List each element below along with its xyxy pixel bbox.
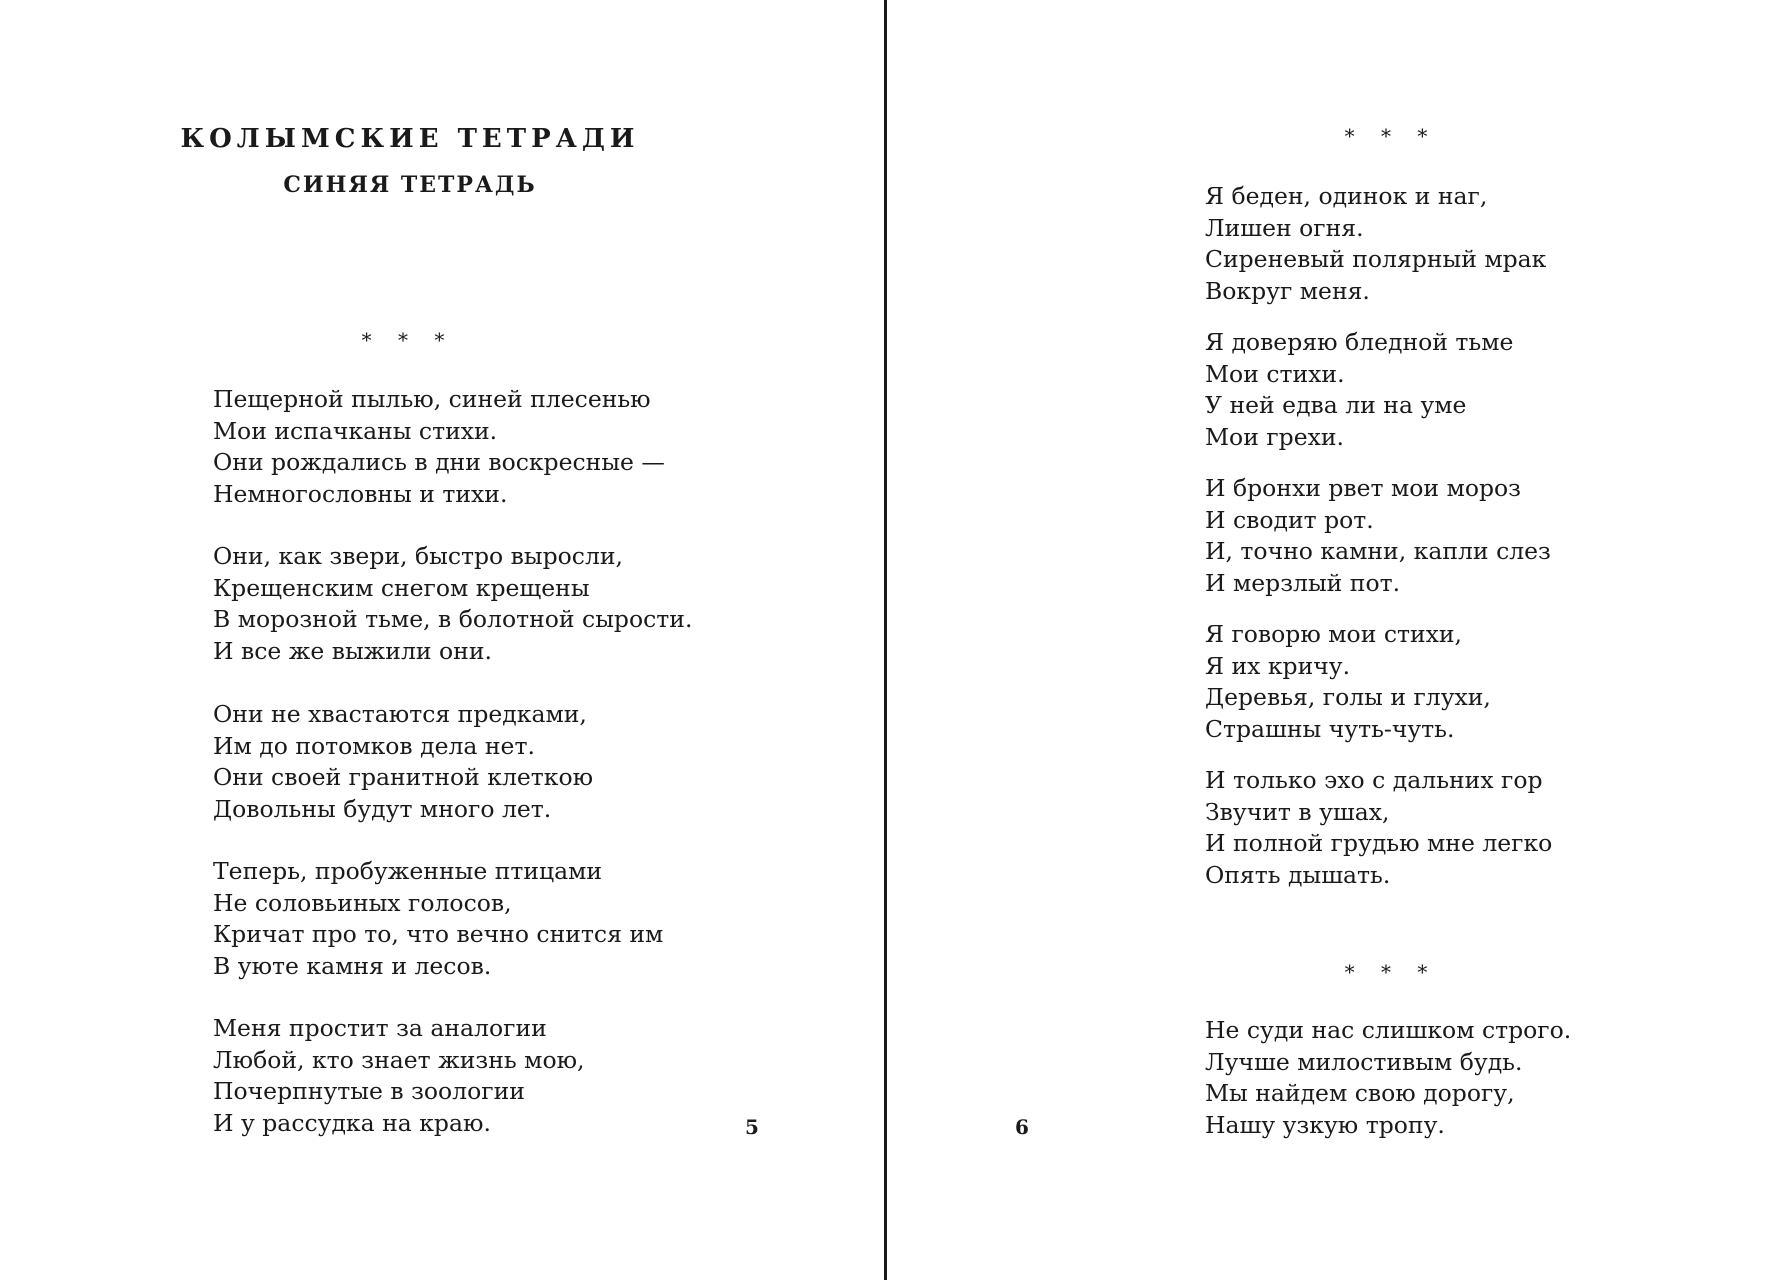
poem-line: Лишен огня. xyxy=(1205,213,1364,242)
poem-line: Не соловьиных голосов, xyxy=(213,888,512,917)
poem-line: Они, как звери, быстро выросли, xyxy=(213,542,624,570)
poem-line: И полной грудью мне легко xyxy=(1205,829,1553,857)
poem-line: И, точно камни, капли слез xyxy=(1205,537,1551,565)
stanza xyxy=(213,699,692,825)
poem-line: Мои стихи. xyxy=(1205,359,1345,388)
poem-line: Они рождались в дни воскресные — xyxy=(213,448,665,476)
poem-line: И сводит рот. xyxy=(1205,505,1374,534)
poem-line: Немногословны и тихи. xyxy=(213,479,508,508)
stanza xyxy=(1205,327,1552,453)
book-subtitle: СИНЯЯ ТЕТРАДЬ xyxy=(283,172,537,198)
stanza xyxy=(1205,765,1552,891)
stanza xyxy=(213,1013,692,1139)
stanza xyxy=(1205,1015,1571,1141)
poem-line: Им до потомков дела нет. xyxy=(213,731,535,760)
poem-separator: * * * xyxy=(1344,960,1438,984)
poem-line: Меня простит за аналогии xyxy=(213,1014,547,1042)
poem-line: И бронхи рвет мои мороз xyxy=(1205,474,1521,502)
stanza xyxy=(213,384,692,510)
poem-line: Сиреневый полярный мрак xyxy=(1205,245,1547,273)
poem-line: В морозной тьме, в болотной сырости. xyxy=(213,605,693,633)
stanza xyxy=(1205,473,1552,599)
page-number: 5 xyxy=(745,1115,759,1139)
right-page xyxy=(887,0,1768,1280)
poem-line: Нашу узкую тропу. xyxy=(1205,1110,1445,1139)
stanza xyxy=(1205,181,1552,307)
poem-line: И только эхо с дальних гор xyxy=(1205,766,1543,794)
poem-line: Мои грехи. xyxy=(1205,422,1344,451)
poem-line: Я говорю мои стихи, xyxy=(1205,620,1463,648)
poem-line: Любой, кто знает жизнь мою, xyxy=(213,1045,585,1074)
poem-line: Довольны будут много лет. xyxy=(213,794,552,823)
poem-line: Они не хвастаются предками, xyxy=(213,700,587,728)
poem xyxy=(1205,1015,1571,1141)
poem-line: Я беден, одинок и наг, xyxy=(1205,182,1488,210)
poem-line: В уюте камня и лесов. xyxy=(213,951,492,980)
poem-line: Мои испачканы стихи. xyxy=(213,416,498,445)
poem-line: Теперь, пробуженные птицами xyxy=(213,857,603,885)
page-number: 6 xyxy=(1015,1115,1029,1139)
poem-line: Я доверяю бледной тьме xyxy=(1205,328,1514,356)
poem-line: Страшны чуть-чуть. xyxy=(1205,714,1455,743)
poem-line: Звучит в ушах, xyxy=(1205,797,1390,826)
poem-line: Деревья, голы и глухи, xyxy=(1205,683,1491,711)
poem-line: Крещенским снегом крещены xyxy=(213,573,590,602)
poem-line: Лучше милостивым будь. xyxy=(1205,1047,1523,1076)
stanza xyxy=(213,541,692,667)
poem-line: У ней едва ли на уме xyxy=(1205,391,1467,419)
poem-line: Почерпнутые в зоологии xyxy=(213,1077,525,1105)
poem-line: Вокруг меня. xyxy=(1205,276,1370,305)
poem-line: Опять дышать. xyxy=(1205,860,1391,889)
poem xyxy=(213,384,692,1139)
stanza xyxy=(213,856,692,982)
poem-line: Не суди нас слишком строго. xyxy=(1205,1016,1572,1044)
poem-line: Пещерной пылью, синей плесенью xyxy=(213,385,651,413)
poem-line: Я их кричу. xyxy=(1205,651,1351,680)
stanza xyxy=(1205,619,1552,745)
poem-line: И у рассудка на краю. xyxy=(213,1108,491,1137)
poem-line: Они своей гранитной клеткою xyxy=(213,763,594,791)
poem-line: И мерзлый пот. xyxy=(1205,568,1401,597)
poem xyxy=(1205,181,1552,891)
poem-separator: * * * xyxy=(1344,124,1438,148)
poem-separator: * * * xyxy=(361,328,455,352)
poem-line: И все же выжили они. xyxy=(213,636,492,665)
poem-line: Мы найдем свою дорогу, xyxy=(1205,1079,1515,1107)
poem-line: Кричат про то, что вечно снится им xyxy=(213,920,664,948)
book-title: КОЛЫМСКИЕ ТЕТРАДИ xyxy=(180,124,640,154)
